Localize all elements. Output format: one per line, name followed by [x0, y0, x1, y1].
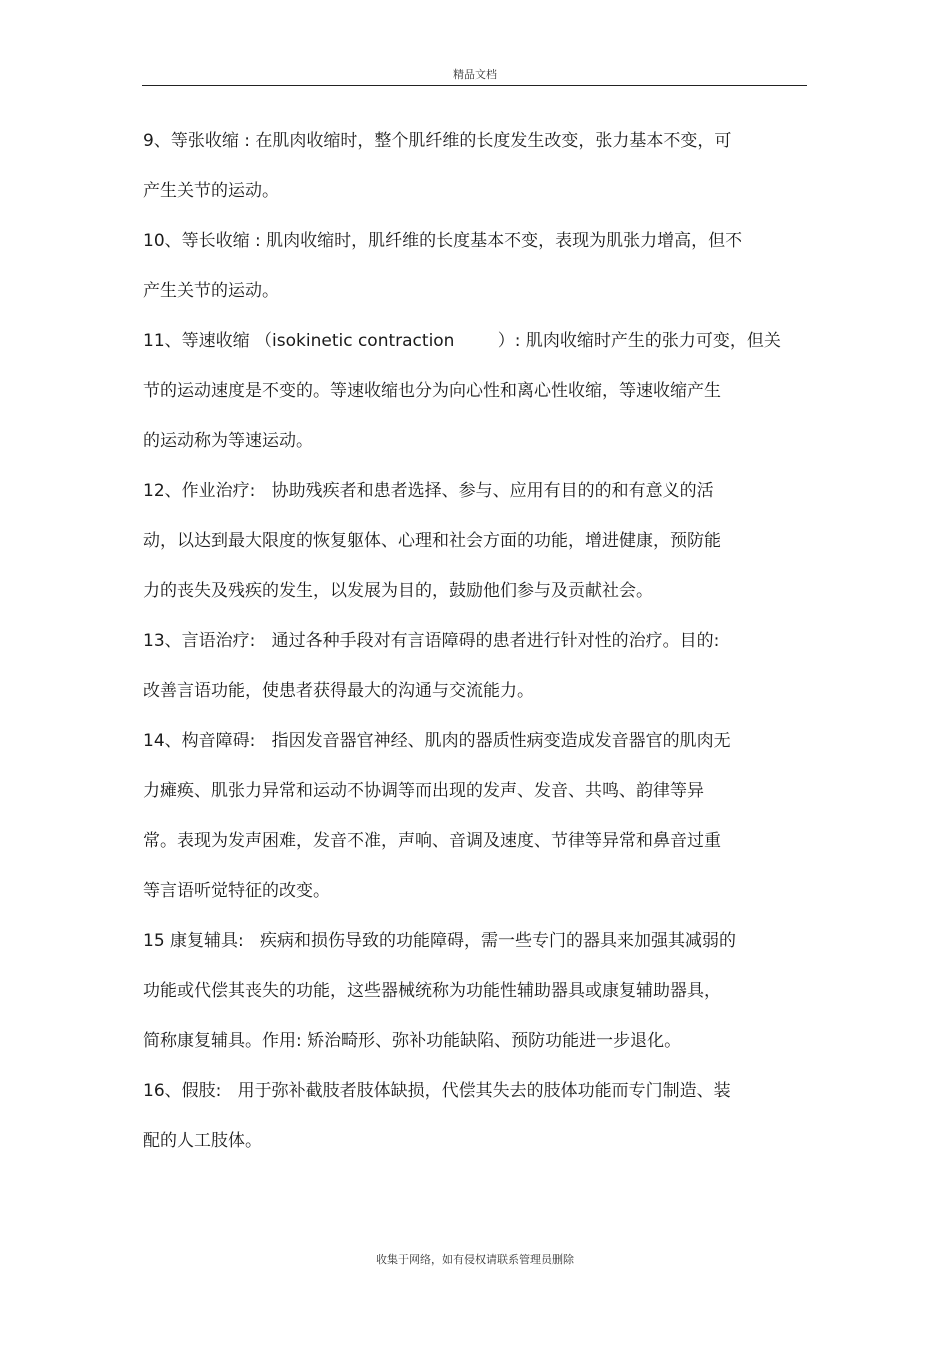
text-line: 10、等长收缩 : 肌肉收缩时，肌纤维的长度基本不变，表现为肌张力增高，但不 [143, 231, 743, 251]
text-line: 简称康复辅具。作用: 矫治畸形、弥补功能缺陷、预防功能进一步退化。 [143, 1031, 682, 1051]
text-line: 14、构音障碍: 指因发音器官神经、肌肉的器质性病变造成发音器官的肌肉无 [143, 731, 731, 751]
text-line: 节的运动速度是不变的。等速收缩也分为向心性和离心性收缩，等速收缩产生 [143, 381, 721, 401]
text-line: 16、假肢: 用于弥补截肢者肢体缺损，代偿其失去的肢体功能而专门制造、装 [143, 1081, 731, 1101]
text-line: 常。表现为发声困难，发音不准，声响、音调及速度、节律等异常和鼻音过重 [143, 831, 721, 851]
header-divider [142, 85, 807, 86]
text-line: 13、言语治疗: 通过各种手段对有言语障碍的患者进行针对性的治疗。目的: [143, 631, 720, 651]
text-line: 改善言语功能，使患者获得最大的沟通与交流能力。 [143, 681, 534, 701]
text-line: 配的人工肢体。 [143, 1131, 262, 1151]
text-line: 功能或代偿其丧失的功能，这些器械统称为功能性辅助器具或康复辅助器具， [143, 981, 721, 1001]
text-line: 产生关节的运动。 [143, 181, 279, 201]
page-header: 精品文档 [453, 68, 497, 81]
text-line: 9、等张收缩 : 在肌肉收缩时，整个肌纤维的长度发生改变，张力基本不变，可 [143, 131, 732, 151]
text-line: 产生关节的运动。 [143, 281, 279, 301]
text-line: 11、等速收缩 （isokinetic contraction ）: 肌肉收缩时产生的张力可变，但关 [143, 331, 781, 351]
text-line: 12、作业治疗: 协助残疾者和患者选择、参与、应用有目的的和有意义的活 [143, 481, 714, 501]
text-line: 力瘫痪、肌张力异常和运动不协调等而出现的发声、发音、共鸣、韵律等异 [143, 781, 704, 801]
text-line: 动，以达到最大限度的恢复躯体、心理和社会方面的功能，增进健康，预防能 [143, 531, 721, 551]
text-line: 的运动称为等速运动。 [143, 431, 313, 451]
text-line: 等言语听觉特征的改变。 [143, 881, 330, 901]
text-line: 力的丧失及残疾的发生，以发展为目的，鼓励他们参与及贡献社会。 [143, 581, 653, 601]
text-line: 15 康复辅具: 疾病和损伤导致的功能障碍，需一些专门的器具来加强其减弱的 [143, 931, 736, 951]
page-footer: 收集于网络，如有侵权请联系管理员删除 [376, 1253, 574, 1266]
